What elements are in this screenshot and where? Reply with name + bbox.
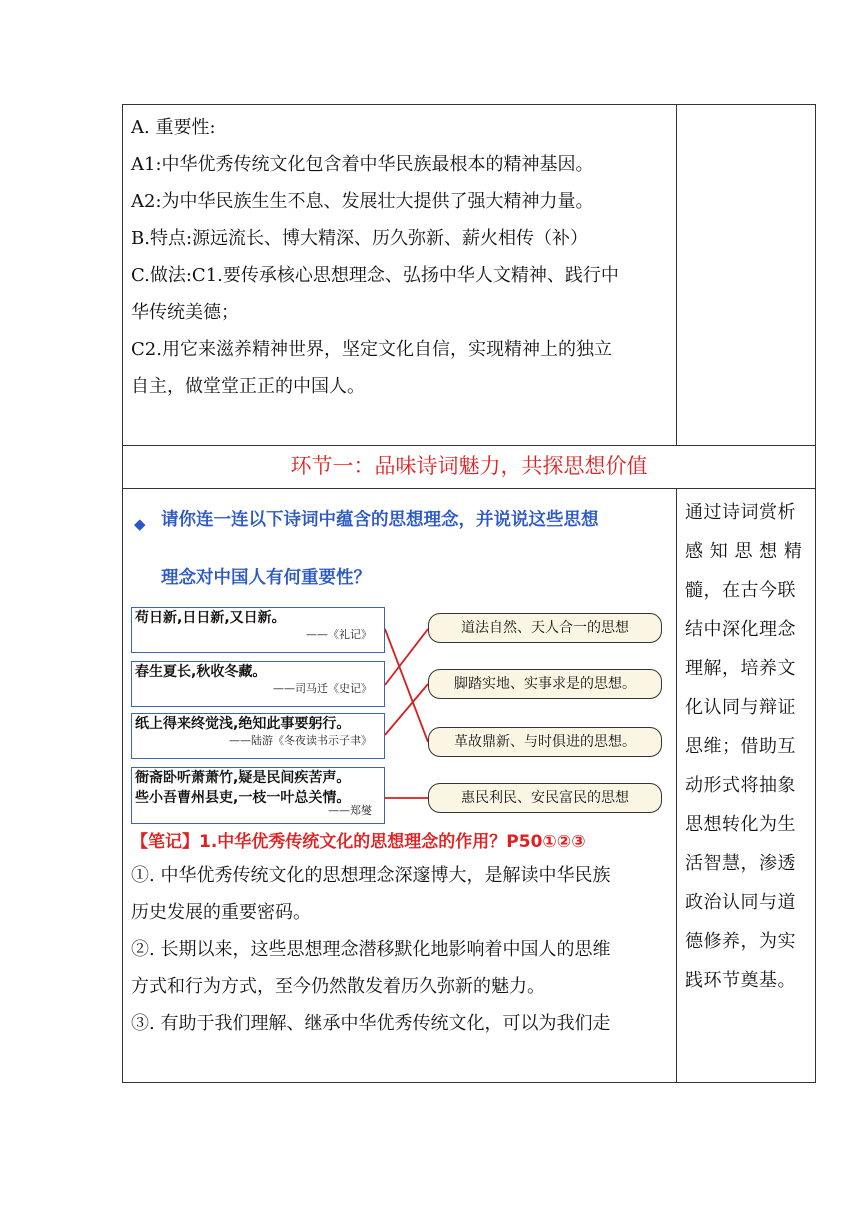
summary-line: 华传统美德； xyxy=(131,302,239,323)
summary-line: C.做法:C1.要传承核心思想理念、弘扬中华人文精神、践行中 xyxy=(131,265,619,286)
side-note-line: 思维；借助互 xyxy=(685,736,796,757)
side-note-line: 德修养，为实 xyxy=(685,931,796,952)
side-note-line: 动形式将抽象 xyxy=(685,775,796,796)
match-line xyxy=(385,629,428,742)
side-note-line: 通过诗词赏析 xyxy=(685,502,796,523)
side-note-text xyxy=(677,489,815,1000)
table-row-activity xyxy=(123,489,816,1083)
note-title: 【笔记】1.中华优秀传统文化的思想理念的作用？P50①②③ xyxy=(131,832,586,852)
summary-cell xyxy=(123,105,677,446)
question-block xyxy=(123,489,676,607)
side-note-cell xyxy=(677,489,816,1083)
summary-line: A2:为中华民族生生不息、发展壮大提供了强大精神力量。 xyxy=(131,191,594,212)
answer-box: 惠民利民、安民富民的思想 xyxy=(428,783,662,813)
note-body xyxy=(123,857,676,1042)
table-row-summary xyxy=(123,105,816,446)
poem-text: 些小吾曹州县吏,一枝一叶总关情。 xyxy=(135,790,351,806)
matching-exercise xyxy=(123,607,676,817)
side-note-line: 践环节奠基。 xyxy=(685,970,796,991)
activity-cell xyxy=(123,489,677,1083)
side-note-line: 政治认同与道 xyxy=(685,892,796,913)
note-line: ③. 有助于我们理解、继承中华优秀传统文化，可以为我们走 xyxy=(131,1013,611,1034)
poem-source: ——《礼记》 xyxy=(306,628,372,641)
poem-box xyxy=(131,661,385,707)
summary-line: A. 重要性: xyxy=(131,117,216,138)
poem-box xyxy=(131,607,385,653)
answer-box: 道法自然、天人合一的思想 xyxy=(428,613,662,643)
poem-text: 衙斋卧听萧萧竹,疑是民间疾苦声。 xyxy=(135,770,351,786)
poem-source: ——司马迁《史记》 xyxy=(273,682,372,695)
side-note-line: 结中深化理念 xyxy=(685,619,796,640)
question-line: 请你连一连以下诗词中蕴含的思想理念，并说说这些思想 xyxy=(161,510,599,530)
answer-box: 革故鼎新、与时俱进的思想。 xyxy=(428,727,662,757)
question-text xyxy=(133,491,670,607)
answer-box: 脚踏实地、实事求是的思想。 xyxy=(428,669,662,699)
poem-box xyxy=(131,713,385,759)
section-title-cell xyxy=(123,446,816,489)
table-row-section xyxy=(123,446,816,489)
match-line xyxy=(385,629,428,685)
lesson-plan-table xyxy=(122,104,816,1083)
note-line: ②. 长期以来，这些思想理念潜移默化地影响着中国人的思维 xyxy=(131,939,611,960)
summary-side-cell xyxy=(677,105,816,446)
summary-line: 自主，做堂堂正正的中国人。 xyxy=(131,376,365,397)
summary-text xyxy=(123,105,676,405)
side-note-line: 化认同与辩证 xyxy=(685,697,796,718)
diamond-bullet-icon: ◆ xyxy=(134,515,146,533)
side-note-line: 感 知 思 想 精 xyxy=(685,541,803,562)
side-note-line: 髓，在古今联 xyxy=(685,580,796,601)
note-line: 方式和行为方式，至今仍然散发着历久弥新的魅力。 xyxy=(131,976,545,997)
section-title: 环节一：品味诗词魅力，共探思想价值 xyxy=(290,454,648,478)
poem-box xyxy=(131,767,385,824)
side-note-line: 理解，培养文 xyxy=(685,658,796,679)
summary-line: C2.用它来滋养精神世界，坚定文化自信，实现精神上的独立 xyxy=(131,339,612,360)
question-line: 理念对中国人有何重要性？ xyxy=(161,568,371,588)
note-line: 历史发展的重要密码。 xyxy=(131,902,311,923)
poem-source: ——郑燮 xyxy=(328,804,372,817)
poem-text: 苟日新,日日新,又日新。 xyxy=(135,610,286,626)
side-note-line: 活智慧，渗透 xyxy=(685,853,796,874)
summary-line: A1:中华优秀传统文化包含着中华民族最根本的精神基因。 xyxy=(131,154,594,175)
summary-line: B.特点:源远流长、博大精深、历久弥新、薪火相传（补） xyxy=(131,228,589,249)
poem-text: 纸上得来终觉浅,绝知此事要躬行。 xyxy=(135,716,351,732)
side-note-line: 思想转化为生 xyxy=(685,814,796,835)
poem-source: ——陆游《冬夜读书示子聿》 xyxy=(229,734,372,747)
poem-text: 春生夏长,秋收冬藏。 xyxy=(135,664,267,680)
note-line: ①. 中华优秀传统文化的思想理念深邃博大，是解读中华民族 xyxy=(131,865,611,886)
